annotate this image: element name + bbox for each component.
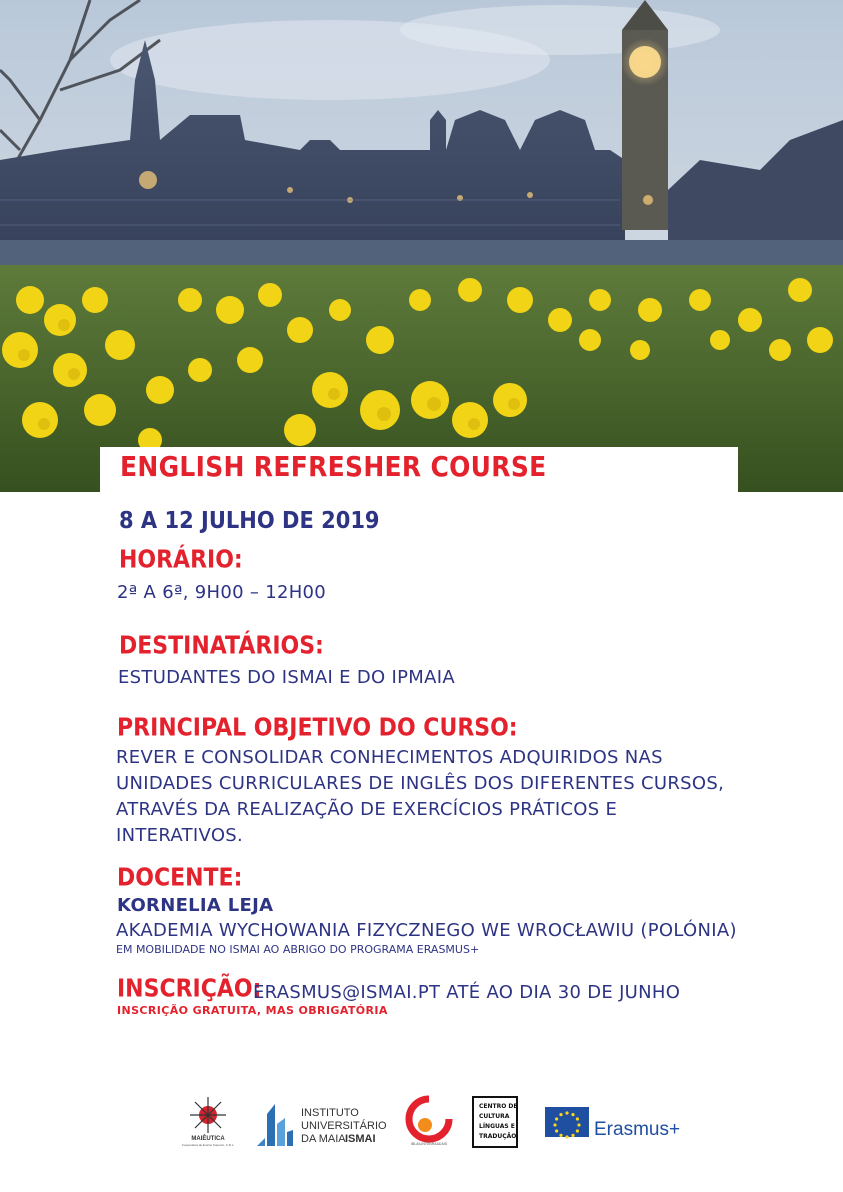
schedule-value: 2ª A 6ª, 9H00 – 12H00 <box>117 582 327 603</box>
ipmaia-subtitle: IBLAILINTEBRAADAIS <box>410 1142 448 1146</box>
registration-email-deadline[interactable]: ERASMUS@ISMAI.PT ATÉ AO DIA 30 DE JUNHO <box>253 982 681 1003</box>
objective-line-3: ATRAVÉS DA REALIZAÇÃO DE EXERCÍCIOS PRÁTICOS E <box>116 799 618 820</box>
registration-label: INSCRIÇÃO: <box>117 975 262 1003</box>
ipmaia-logo <box>405 1095 453 1147</box>
centro-line-1: CENTRO DE <box>479 1103 518 1110</box>
schedule-label: HORÁRIO: <box>119 546 243 574</box>
erasmus-plus-wordmark: Erasmus+ <box>594 1119 681 1140</box>
ismai-logo <box>255 1096 387 1148</box>
maieutica-subtitle: Cooperativa de Ensino Superior, C.R.L. <box>181 1143 235 1147</box>
centro-cultura-logo <box>472 1096 518 1148</box>
audience-value: ESTUDANTES DO ISMAI E DO IPMAIA <box>118 667 455 688</box>
westminster-daffodils-illustration <box>0 0 843 492</box>
maieutica-name: MAIÊUTICA <box>191 1136 225 1142</box>
registration-note: INSCRIÇÃO GRATUITA, MAS OBRIGATÓRIA <box>117 1004 388 1017</box>
eu-flag-icon <box>545 1107 695 1141</box>
centro-line-3: LÍNGUAS E <box>479 1123 515 1130</box>
course-title: ENGLISH REFRESHER COURSE <box>120 450 547 483</box>
teacher-label: DOCENTE: <box>117 864 243 892</box>
maieutica-emblem-icon <box>182 1095 234 1147</box>
erasmus-plus-logo <box>545 1107 695 1141</box>
course-dates: 8 A 12 JULHO DE 2019 <box>119 507 380 534</box>
ismai-line-3b: ISMAI <box>345 1133 376 1145</box>
objective-line-4: INTERATIVOS. <box>116 825 244 846</box>
maieutica-logo <box>182 1095 234 1147</box>
centro-line-2: CULTURA <box>479 1113 510 1120</box>
audience-label: DESTINATÁRIOS: <box>119 632 324 660</box>
ismai-line-1: INSTITUTO <box>301 1107 359 1119</box>
objective-line-2: UNIDADES CURRICULARES DE INGLÊS DOS DIFERENTES CURSOS, <box>116 773 725 794</box>
hero-photo-westminster <box>0 0 843 492</box>
ismai-emblem-icon <box>255 1096 387 1148</box>
ipmaia-emblem-icon <box>405 1095 453 1147</box>
objective-line-1: REVER E CONSOLIDAR CONHECIMENTOS ADQUIRIDOS NAS <box>116 747 663 768</box>
teacher-mobility-note: EM MOBILIDADE NO ISMAI AO ABRIGO DO PROGRAMA ERASMUS+ <box>116 943 480 956</box>
centro-line-4: TRADUÇÃO <box>479 1133 517 1140</box>
ismai-line-3a: DA MAIA <box>301 1133 346 1145</box>
teacher-name: KORNELIA LEJA <box>117 895 274 916</box>
ismai-line-2: UNIVERSITÁRIO <box>301 1120 387 1132</box>
teacher-institution: AKADEMIA WYCHOWANIA FIZYCZNEGO WE WROCŁAWIU (POLÓNIA) <box>116 920 737 941</box>
objective-label: PRINCIPAL OBJETIVO DO CURSO: <box>117 714 518 742</box>
centro-cultura-text-block <box>474 1098 516 1146</box>
